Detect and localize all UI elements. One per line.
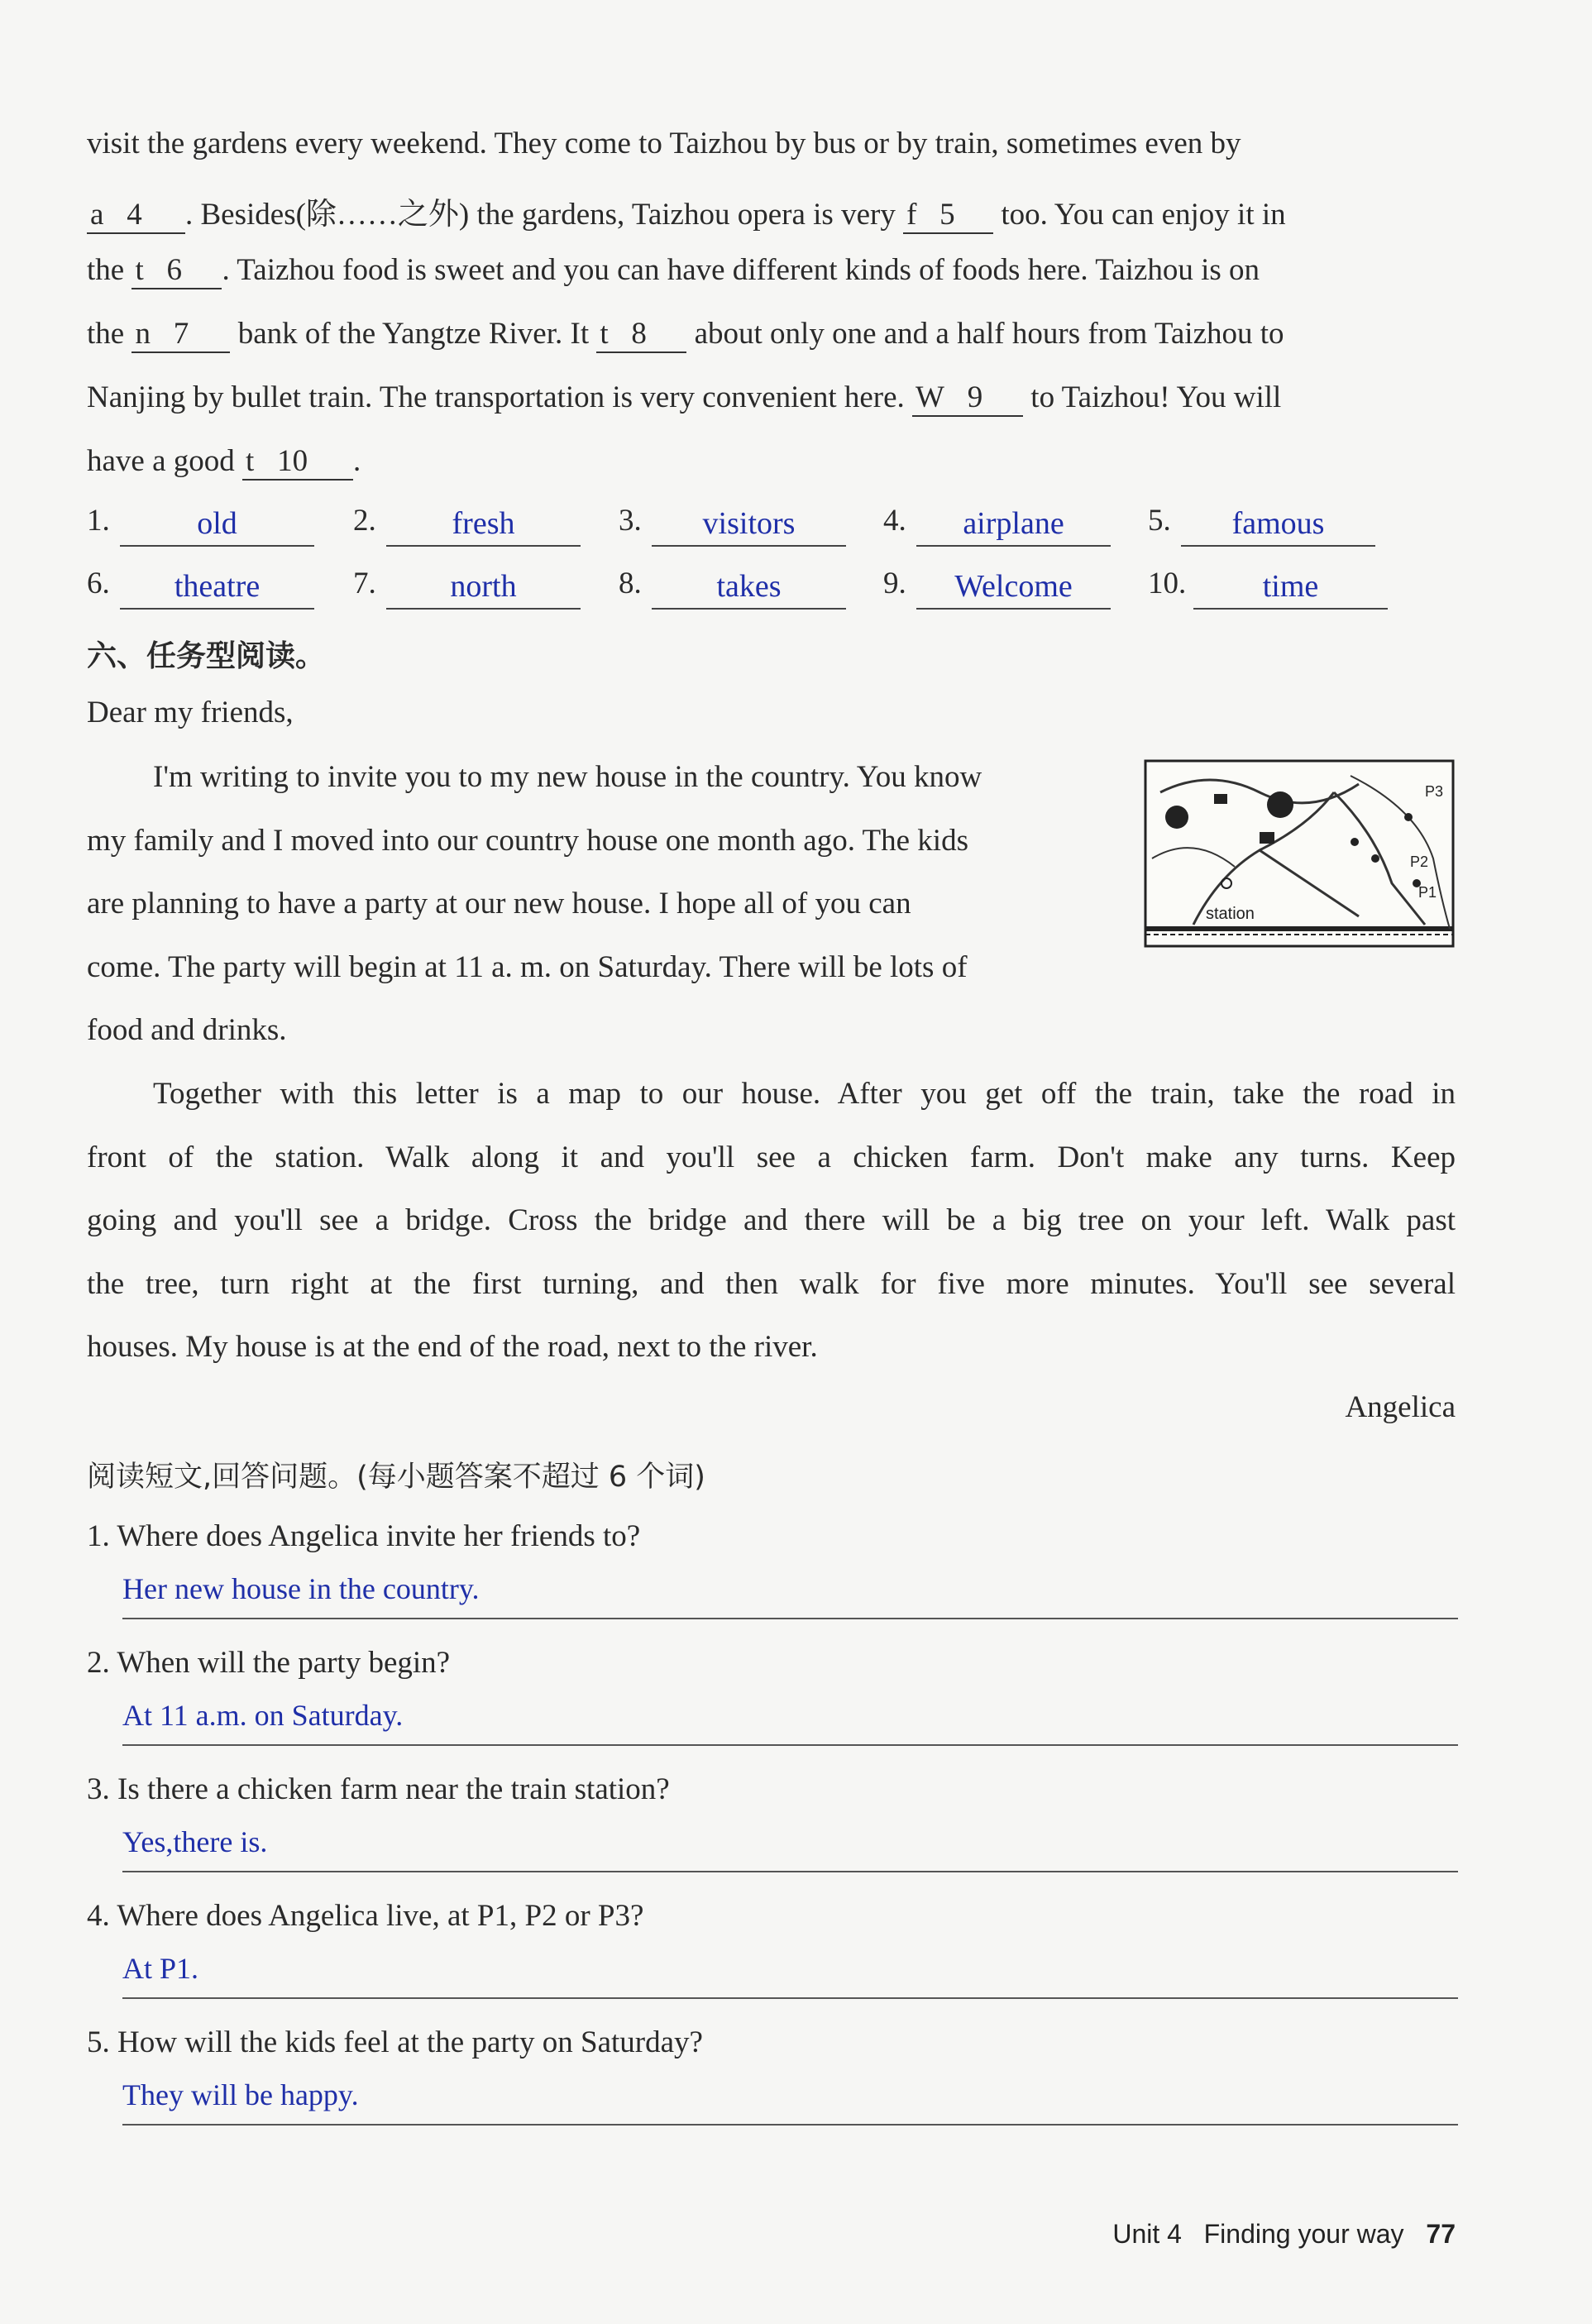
house-icon (1404, 813, 1413, 821)
blank-number: 10 (277, 444, 308, 478)
blank-letter: n (135, 317, 151, 351)
answer-item (619, 566, 782, 604)
farm-icon (1214, 794, 1227, 804)
letter-paragraph-1 (87, 746, 1112, 1063)
answer-line-3[interactable]: Yes,there is. (122, 1824, 1458, 1872)
blank-letter: t (135, 253, 144, 287)
paragraph-line: Together with this letter is a map to our house. After you get off the train, take the road in (153, 1077, 1456, 1111)
big-tree-icon (1267, 791, 1293, 818)
answer-item (619, 503, 796, 541)
blank-number: 8 (631, 317, 647, 351)
answer-line-4[interactable]: At P1. (122, 1951, 1458, 1999)
answer-field[interactable]: airplane (916, 505, 1111, 547)
answer-number: 6. (87, 567, 110, 600)
answer-field[interactable]: takes (652, 568, 846, 610)
passage-text: too. You can enjoy it in (1001, 198, 1286, 232)
instructions: 阅读短文,回答问题。(每小题答案不超过 6 个词) (87, 1461, 705, 1494)
blank-5 (903, 197, 993, 234)
blank-letter: a (90, 198, 104, 232)
paragraph-line: are planning to have a party at our new house. I hope all of you can (87, 887, 911, 921)
answer-field[interactable]: famous (1181, 505, 1375, 547)
footer-title: Finding your way (1203, 2219, 1404, 2249)
blank-letter: f (906, 198, 917, 232)
paragraph-line: my family and I moved into our country house one month ago. The kids (87, 823, 968, 858)
map-frame (1145, 761, 1453, 946)
paragraph-line: going and you'll see a bridge. Cross the bridge and there will be a big tree on your left. Walk past (87, 1203, 1456, 1237)
passage-text: bank of the Yangtze River. It (237, 317, 590, 351)
answer-number: 8. (619, 567, 642, 600)
answer-line-1[interactable]: Her new house in the country. (122, 1571, 1458, 1619)
passage-line-3 (87, 252, 1456, 289)
answer-field[interactable]: north (386, 568, 581, 610)
answer-number: 7. (353, 567, 376, 600)
question-1: 1. Where does Angelica invite her friends to? (87, 1519, 641, 1553)
passage-text: the (87, 253, 125, 287)
blank-letter: W (916, 380, 944, 414)
bridge-icon (1260, 832, 1274, 844)
answer-item (1148, 503, 1325, 541)
passage-line-2 (87, 189, 1456, 234)
paragraph-line: front of the station. Walk along it and you'll see a chicken farm. Don't make any turns. Keep (87, 1140, 1456, 1174)
blank-number: 9 (967, 380, 983, 414)
letter-signature: Angelica (1345, 1390, 1456, 1424)
answer-number: 9. (883, 567, 906, 600)
answer-line-2[interactable]: At 11 a.m. on Saturday. (122, 1698, 1458, 1746)
answer-field[interactable]: visitors (652, 505, 846, 547)
answer-field[interactable]: Welcome (916, 568, 1111, 610)
blank-10 (242, 443, 353, 481)
blank-number: 5 (939, 198, 955, 232)
question-3: 3. Is there a chicken farm near the train station? (87, 1772, 670, 1806)
paragraph-line: the tree, turn right at the first turning, and then walk for five more minutes. You'll see several (87, 1266, 1456, 1301)
question-4: 4. Where does Angelica live, at P1, P2 or P3? (87, 1899, 644, 1933)
map-label-p1: P1 (1418, 884, 1437, 901)
map-label-p3: P3 (1425, 783, 1444, 800)
answer-line-5[interactable]: They will be happy. (122, 2078, 1458, 2126)
passage-line-6 (87, 443, 1456, 481)
answer-item (1148, 566, 1319, 604)
answer-field[interactable]: old (120, 505, 314, 547)
letter-greeting: Dear my friends, (87, 696, 294, 729)
map-label-station: station (1206, 905, 1255, 923)
section-title: 六、任务型阅读。 (87, 639, 326, 673)
passage-line-4 (87, 316, 1456, 353)
passage-text: the (87, 317, 125, 351)
footer-unit: Unit 4 (1112, 2219, 1182, 2249)
answer-number: 10. (1148, 567, 1187, 600)
answer-item (353, 566, 517, 604)
passage-line-5 (87, 380, 1456, 417)
tree-icon (1165, 806, 1188, 829)
house-icon (1371, 854, 1379, 863)
answer-item (87, 566, 261, 604)
answer-item (353, 503, 515, 541)
passage-text: about only one and a half hours from Taizhou to (694, 317, 1284, 351)
question-5: 5. How will the kids feel at the party on Saturday? (87, 2025, 703, 2059)
blank-9 (912, 380, 1023, 417)
blank-number: 7 (173, 317, 189, 351)
answer-item (883, 566, 1073, 604)
passage-text: have a good (87, 444, 235, 478)
answer-field[interactable]: fresh (386, 505, 581, 547)
passage-text: to Taizhou! You will (1030, 380, 1282, 414)
passage-line-1 (87, 126, 1456, 161)
passage-text: Nanjing by bullet train. The transportation is very convenient here. (87, 380, 905, 414)
answer-item (87, 503, 237, 541)
map-label-p2: P2 (1410, 854, 1429, 870)
house-map-illustration (1144, 759, 1455, 948)
house-icon (1351, 838, 1359, 846)
blank-6 (131, 252, 222, 289)
answer-row-2 (87, 566, 1460, 615)
answer-number: 4. (883, 504, 906, 538)
answer-number: 3. (619, 504, 642, 538)
passage-text: visit the gardens every weekend. They come to Taizhou by bus or by train, sometimes even by (87, 127, 1241, 160)
blank-number: 6 (166, 253, 182, 287)
blank-letter: t (246, 444, 255, 478)
page-number: 77 (1426, 2219, 1456, 2249)
blank-7 (131, 316, 230, 353)
answer-number: 5. (1148, 504, 1171, 538)
question-2: 2. When will the party begin? (87, 1646, 451, 1680)
paragraph-line: come. The party will begin at 11 a. m. on Saturday. There will be lots of (87, 949, 968, 984)
answer-field[interactable]: time (1193, 568, 1388, 610)
blank-number: 4 (127, 198, 142, 232)
blank-4 (87, 197, 185, 234)
answer-item (883, 503, 1064, 541)
blank-8 (596, 316, 686, 353)
passage-text: . Besides(除……之外) the gardens, Taizhou opera is very (185, 198, 896, 232)
letter-paragraph-2 (87, 1063, 1456, 1380)
answer-row-1 (87, 503, 1460, 552)
passage-text: . Taizhou food is sweet and you can have different kinds of foods here. Taizhou is on (222, 253, 1260, 287)
paragraph-line: food and drinks. (87, 1013, 287, 1047)
passage-text: . (353, 444, 361, 478)
paragraph-line: I'm writing to invite you to my new house in the country. You know (153, 760, 982, 794)
paragraph-line: houses. My house is at the end of the road, next to the river. (87, 1330, 818, 1364)
answer-number: 1. (87, 504, 110, 538)
answer-number: 2. (353, 504, 376, 538)
blank-letter: t (600, 317, 609, 351)
page-footer (1112, 2219, 1456, 2250)
answer-field[interactable]: theatre (120, 568, 314, 610)
